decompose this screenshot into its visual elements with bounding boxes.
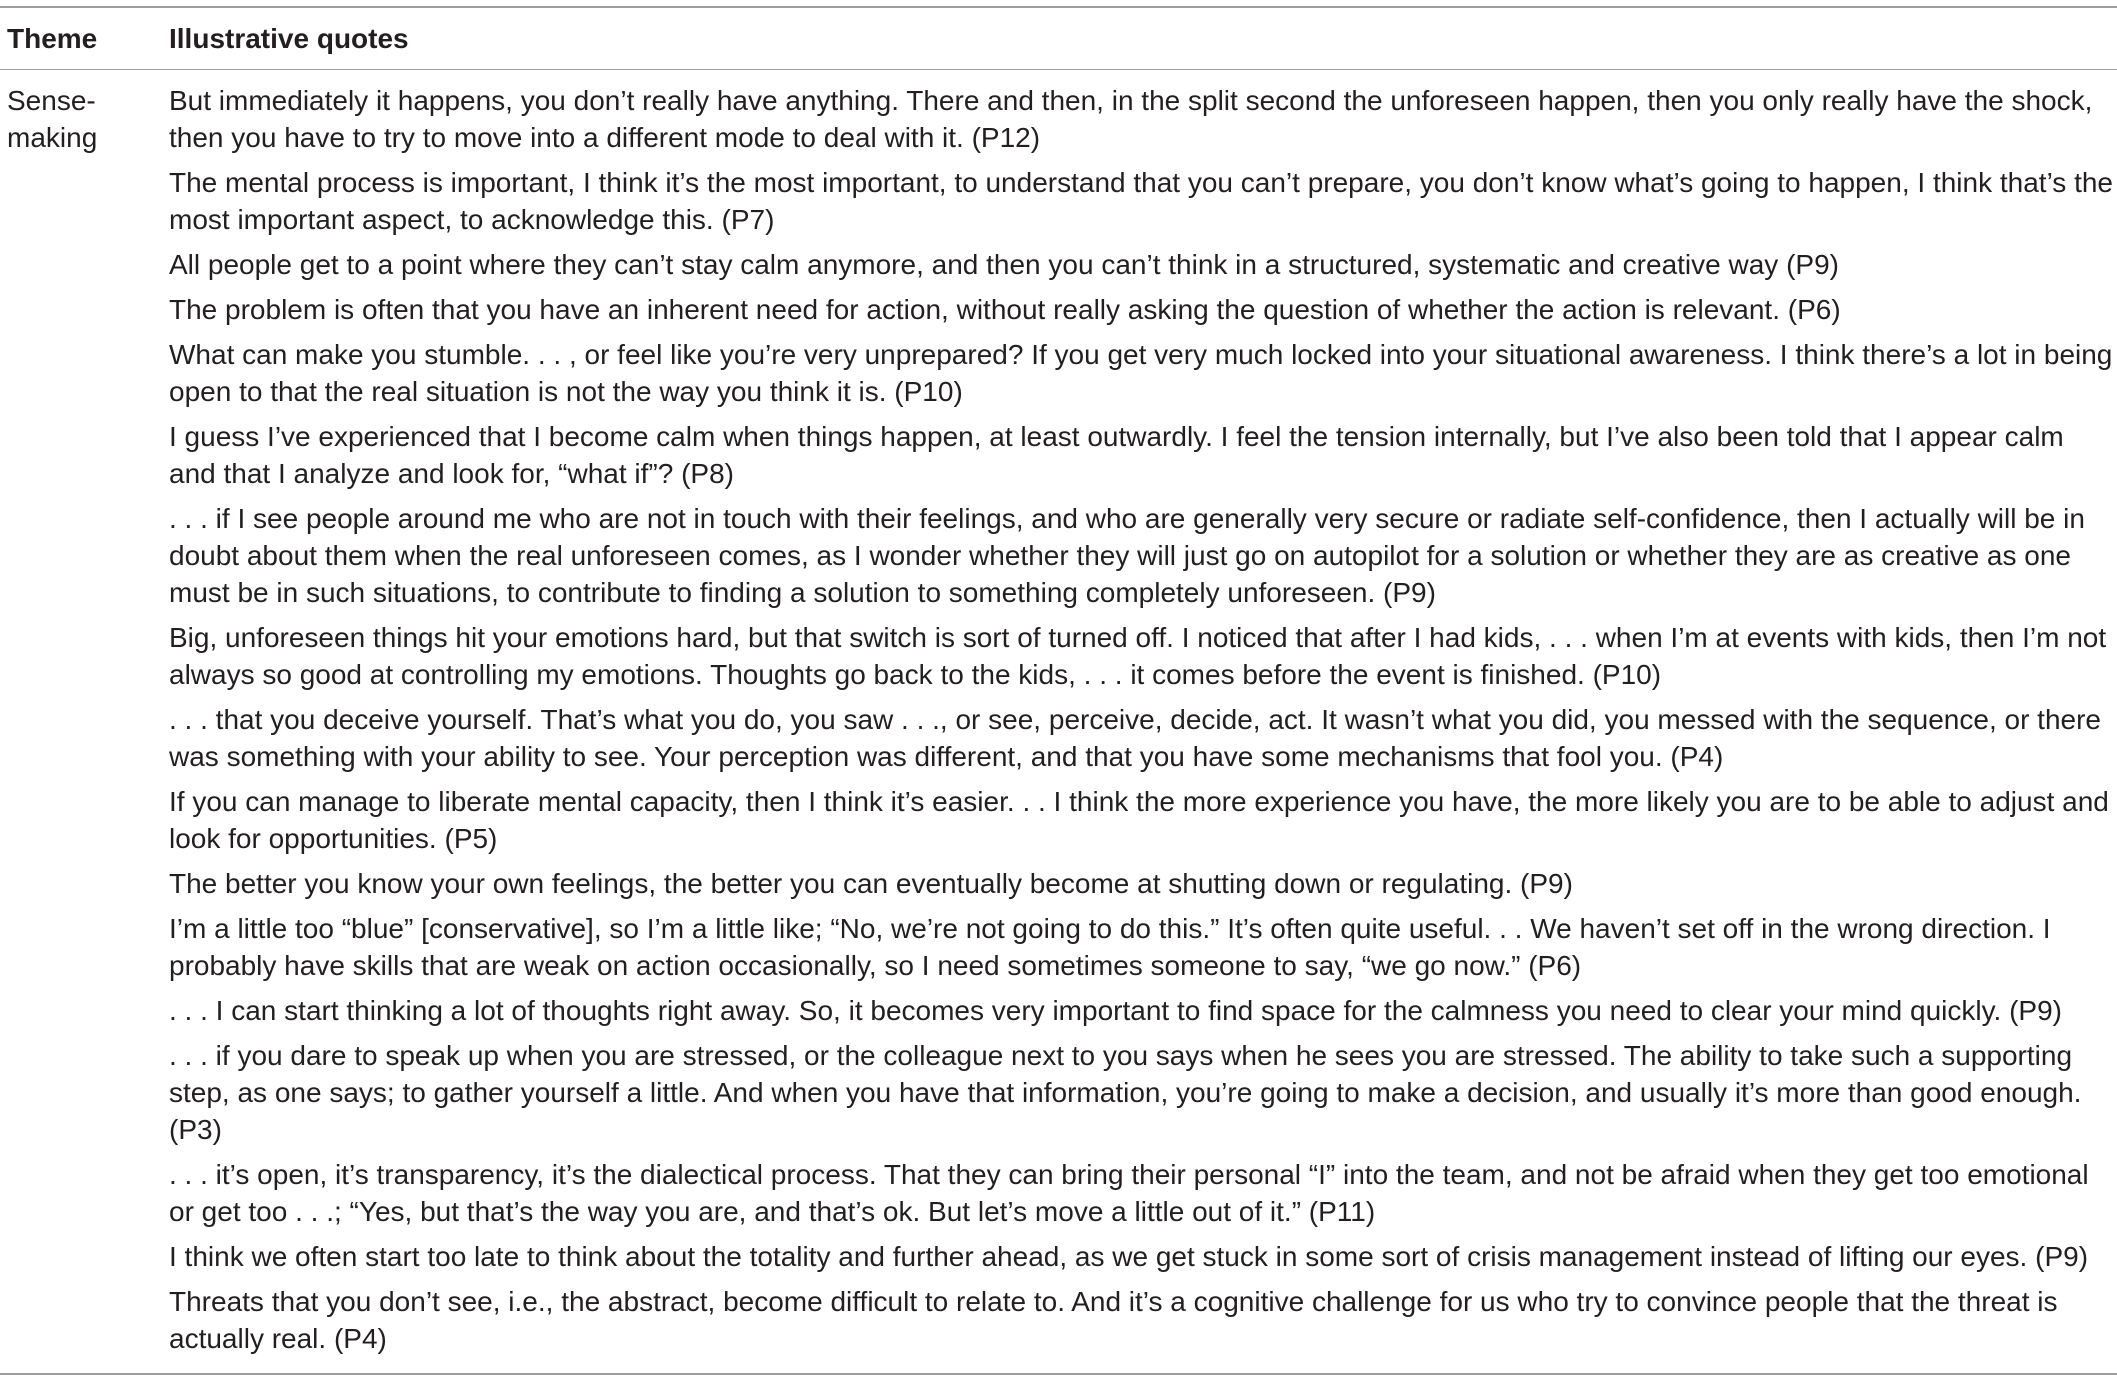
quote-item: . . . that you deceive yourself. That’s what you do, you saw . . ., or see, perceive, decide, act. It wasn’t what you did, you messed with the sequence, or there was something with your ability to see. Your perception was different, and that you have some mechanisms that fool you. (P4) [169,704,2101,772]
quote-item: The mental process is important, I think it’s the most important, to understand that you can’t prepare, you don’t know what’s going to happen, I think that’s the most important aspect, to acknowledge this. (P7) [169,167,2113,235]
quote-item: I think we often start too late to think about the totality and further ahead, as we get stuck in some sort of crisis management instead of lifting our eyes. (P9) [169,1241,2089,1272]
quote-item: The problem is often that you have an inherent need for action, without really asking the question of whether the action is relevant. (P6) [169,294,1841,325]
quote-item: I’m a little too “blue” [conservative], so I’m a little like; “No, we’re not going to do this.” It’s often quite useful. . . We haven’t set off in the wrong direction. I probably have skills that are weak on action occasionally, so I need sometimes someone to say, “we go now.” (P6) [169,913,2051,981]
header-illustrative-quotes: Illustrative quotes [169,23,409,54]
quote-item: Big, unforeseen things hit your emotions hard, but that switch is sort of turned off. I noticed that after I had kids, . . . when I’m at events with kids, then I’m not always so good at controlling my emotions. Thoughts go back to the kids, . . . it comes before the event is finished. (P10) [169,622,2107,690]
quote-item: But immediately it happens, you don’t really have anything. There and then, in the split second the unforeseen happen, then you only really have the shock, then you have to try to move into a different mode to deal with it. (P12) [169,85,2093,153]
quote-item: . . . it’s open, it’s transparency, it’s the dialectical process. That they can bring their personal “I” into the team, and not be afraid when they get too emotional or get too . . .; “Yes, but that’s the way you are, and that’s ok. But let’s move a little out of it.” (P11) [169,1159,2089,1227]
quote-item: . . . if I see people around me who are not in touch with their feelings, and who are generally very secure or radiate self-confidence, then I actually will be in doubt about them when the real unforeseen comes, as I wonder whether they will just go on autopilot for a solution or whether they are as creative as one must be in such situations, to contribute to finding a solution to something completely unforeseen. (P9) [169,503,2085,608]
quote-item: . . . I can start thinking a lot of thoughts right away. So, it becomes very important to find space for the calmness you need to clear your mind quickly. (P9) [169,995,2062,1026]
table-header-row [0,8,2117,69]
quote-item: If you can manage to liberate mental capacity, then I think it’s easier. . . I think the more experience you have, the more likely you are to be able to adjust and look for opportunities. (P5) [169,786,2109,854]
quote-item: I guess I’ve experienced that I become calm when things happen, at least outwardly. I feel the tension internally, but I’ve also been told that I appear calm and that I analyze and look for, “what if”? (P8) [169,421,2064,489]
theme-label-line1: Sense- [7,85,96,116]
header-theme: Theme [7,23,98,54]
table-bottom-rule [0,1373,2117,1375]
quotes-column [169,82,2114,1365]
quote-item: . . . if you dare to speak up when you are stressed, or the colleague next to you says when he sees you are stressed. The ability to take such a supporting step, as one says; to gather yourself a little. And when you have that information, you’re going to make a decision, and usually it’s more than good enough. (P3) [169,1040,2082,1145]
theme-cell [7,82,157,156]
quote-item: The better you know your own feelings, the better you can eventually become at shutting down or regulating. (P9) [169,868,1573,899]
quote-item: All people get to a point where they can’t stay calm anymore, and then you can’t think in a structured, systematic and creative way (P9) [169,249,1839,280]
quote-item: What can make you stumble. . . , or feel like you’re very unprepared? If you get very much locked into your situational awareness. I think there’s a lot in being open to that the real situation is not the way you think it is. (P10) [169,339,2113,407]
quote-item: Threats that you don’t see, i.e., the abstract, become difficult to relate to. And it’s a cognitive challenge for us who try to convince people that the threat is actually real. (P4) [169,1286,2058,1354]
theme-label-line2: making [7,122,98,153]
table-header-rule [0,69,2117,70]
